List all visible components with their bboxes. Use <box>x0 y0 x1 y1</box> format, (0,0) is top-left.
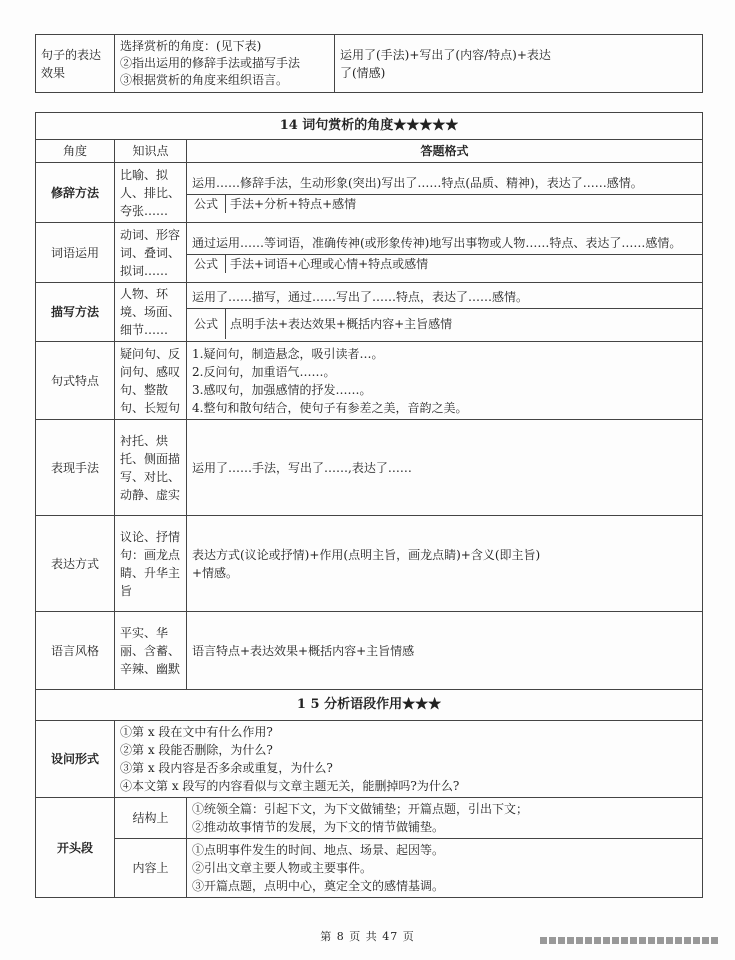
format-words <box>187 223 703 283</box>
question-item: ①第 x 段在文中有什么作用? <box>120 725 273 739</box>
top-table <box>35 34 703 93</box>
question-item: ④本文第 x 段写的内容看似与文章主题无关，能删掉吗?为什么? <box>120 779 460 793</box>
angle-rhetoric: 修辞方法 <box>36 163 115 223</box>
structure-label: 结构上 <box>115 798 187 839</box>
angle-style: 语言风格 <box>36 612 115 690</box>
formula-text: 点明手法+表达效果+概括内容+主旨感情 <box>226 308 703 339</box>
structure-item: ①统领全篇：引起下文，为下文做铺垫；开篇点题，引出下文； <box>192 802 529 816</box>
content-item: ①点明事件发生的时间、地点、场景、起因等。 <box>192 843 445 857</box>
main-table <box>35 112 703 898</box>
format-sentence <box>187 342 703 420</box>
format-text: 运用……修辞手法，生动形象(突出)写出了……特点(品质、精神)，表达了……感情。 <box>192 176 643 190</box>
knowledge-technique: 衬托、烘托、侧面描写、对比、动静、虚实 <box>115 420 187 516</box>
format-technique: 运用了……手法，写出了……,表达了…… <box>187 420 703 516</box>
question-form-label: 设问形式 <box>36 721 115 798</box>
knowledge-sentence: 疑问句、反问句、感叹句、整散句、长短句 <box>115 342 187 420</box>
knowledge-expression: 议论、抒情句：画龙点睛、升华主旨 <box>115 516 187 612</box>
sentence-line: 1.疑问句，制造悬念，吸引读者…。 <box>192 346 384 361</box>
header-format: 答题格式 <box>187 140 703 163</box>
angle-expression: 表达方式 <box>36 516 115 612</box>
header-knowledge: 知识点 <box>115 140 187 163</box>
content-item: ②引出文章主要人物或主要事件。 <box>192 861 373 875</box>
top-steps <box>115 35 335 93</box>
question-item: ③第 x 段内容是否多余或重复，为什么? <box>120 761 333 775</box>
angle-description: 描写方法 <box>36 283 115 342</box>
question-item: ②第 x 段能否删除，为什么? <box>120 743 273 757</box>
top-answer: 运用了(手法)+写出了(内容/特点)+表达了(情感) <box>335 35 703 93</box>
format-style: 语言特点+表达效果+概括内容+主旨情感 <box>187 612 703 690</box>
formula-label: 公式 <box>187 255 226 274</box>
content-item: ③开篇点题，点明中心，奠定全文的感情基调。 <box>192 879 445 893</box>
formula-label: 公式 <box>187 308 226 339</box>
sentence-line: 4.整句和散句结合，使句子有参差之美，音韵之美。 <box>192 400 468 415</box>
content-items <box>187 839 703 898</box>
section15-title: 1 5 分析语段作用★★★ <box>36 690 703 721</box>
opening-label: 开头段 <box>36 798 115 898</box>
page-footer: 第 8 页 共 47 页 <box>320 930 415 943</box>
angle-sentence: 句式特点 <box>36 342 115 420</box>
structure-item: ②推动故事情节的发展，为下文的情节做铺垫。 <box>192 820 445 834</box>
step-line: ②指出运用的修辞手法或描写手法 <box>120 56 301 70</box>
formula-label: 公式 <box>187 195 226 214</box>
format-expression: 表达方式(议论或抒情)+作用(点明主旨，画龙点睛)+含义(即主旨)+情感。 <box>187 516 703 612</box>
format-text: 运用了……描写，通过……写出了……特点，表达了……感情。 <box>192 289 529 304</box>
sentence-line: 2.反问句，加重语气……。 <box>192 364 336 379</box>
structure-items <box>187 798 703 839</box>
knowledge-style: 平实、华丽、含蓄、辛辣、幽默 <box>115 612 187 690</box>
top-label: 句子的表达效果 <box>36 35 115 93</box>
content-label: 内容上 <box>115 839 187 898</box>
knowledge-description: 人物、环境、场面、细节…… <box>115 283 187 342</box>
angle-technique: 表现手法 <box>36 420 115 516</box>
step-line: ③根据赏析的角度来组织语言。 <box>120 73 289 87</box>
formula-text: 手法+分析+特点+感情 <box>226 195 703 214</box>
format-text: 通过运用……等词语，准确传神(或形象传神)地写出事物或人物……特点、表达了……感情。 <box>192 236 682 250</box>
sentence-line: 3.感叹句，加强感情的抒发……。 <box>192 382 372 397</box>
knowledge-rhetoric: 比喻、拟人、排比、夸张…… <box>115 163 187 223</box>
knowledge-words: 动词、形容词、叠词、拟词…… <box>115 223 187 283</box>
format-rhetoric <box>187 163 703 223</box>
step-line: 选择赏析的角度：(见下表) <box>120 39 262 53</box>
question-list <box>115 721 703 798</box>
section14-title: 14 词句赏析的角度★★★★★ <box>36 113 703 140</box>
page-scroll-indicator <box>520 929 720 937</box>
format-description <box>187 283 703 342</box>
formula-text: 手法+词语+心理或心情+特点或感情 <box>226 255 703 274</box>
angle-words: 词语运用 <box>36 223 115 283</box>
header-angle: 角度 <box>36 140 115 163</box>
